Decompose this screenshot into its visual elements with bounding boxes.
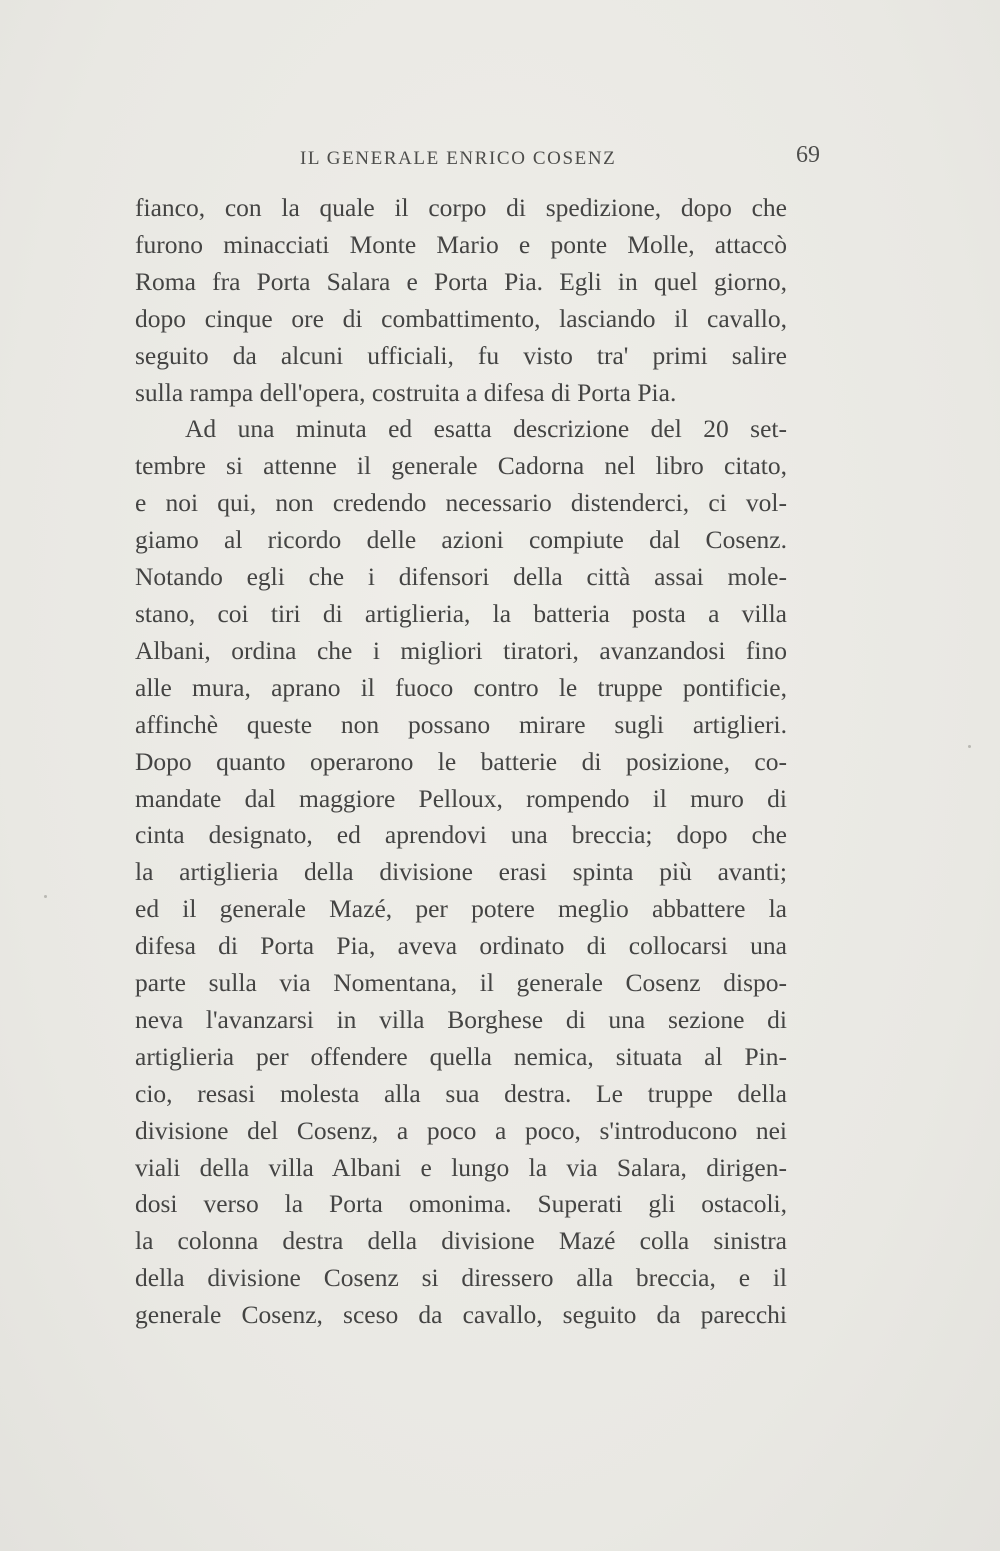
text-line: artiglieria per offendere quella nemica, situata al Pin- xyxy=(135,1041,787,1071)
paper-speck xyxy=(968,745,971,748)
text-line: viali della villa Albani e lungo la via Salara, dirigen- xyxy=(135,1152,787,1182)
text-line: ed il generale Mazé, per potere meglio abbattere la xyxy=(135,894,787,924)
text-line: cinta designato, ed aprendovi una breccia; dopo che xyxy=(135,820,787,850)
text-line: furono minacciati Monte Mario e ponte Molle, attaccò xyxy=(135,229,787,259)
text-line: affinchè queste non possano mirare sugli artiglieri. xyxy=(135,709,787,739)
text-line: Dopo quanto operarono le batterie di posizione, co- xyxy=(135,746,787,776)
paper-speck xyxy=(44,895,47,898)
text-line: Roma fra Porta Salara e Porta Pia. Egli in quel giorno, xyxy=(135,266,787,296)
text-line: seguito da alcuni ufficiali, fu visto tra' primi salire xyxy=(135,340,787,370)
text-line: sulla rampa dell'opera, costruita a difesa di Porta Pia. xyxy=(135,377,677,407)
text-line: mandate dal maggiore Pelloux, rompendo il muro di xyxy=(135,783,787,813)
body-text xyxy=(135,190,787,1334)
text-line: dosi verso la Porta omonima. Superati gli ostacoli, xyxy=(135,1189,787,1219)
text-line: Albani, ordina che i migliori tiratori, avanzandosi fino xyxy=(135,635,787,665)
text-line: generale Cosenz, sceso da cavallo, seguito da parecchi xyxy=(135,1300,787,1330)
text-line: giamo al ricordo delle azioni compiute dal Cosenz. xyxy=(135,525,787,555)
text-line: parte sulla via Nomentana, il generale Cosenz dispo- xyxy=(135,968,787,998)
text-line: stano, coi tiri di artiglieria, la batteria posta a villa xyxy=(135,598,787,628)
text-line: divisione del Cosenz, a poco a poco, s'introducono nei xyxy=(135,1115,787,1145)
text-line: difesa di Porta Pia, aveva ordinato di collocarsi una xyxy=(135,931,787,961)
text-line: la colonna destra della divisione Mazé colla sinistra xyxy=(135,1226,787,1256)
text-line: fianco, con la quale il corpo di spedizione, dopo che xyxy=(135,193,787,222)
page-number: 69 xyxy=(796,142,820,168)
paragraph-start-line: Ad una minuta ed esatta descrizione del 20 set- xyxy=(185,414,787,444)
text-line: Notando egli che i difensori della città assai mole- xyxy=(135,562,787,592)
text-line: cio, resasi molesta alla sua destra. Le truppe della xyxy=(135,1078,787,1108)
running-title: IL GENERALE ENRICO COSENZ xyxy=(300,148,617,169)
text-line: alle mura, aprano il fuoco contro le truppe pontificie, xyxy=(135,672,787,702)
text-line: dopo cinque ore di combattimento, lasciando il cavallo, xyxy=(135,303,787,333)
text-line: della divisione Cosenz si diressero alla breccia, e il xyxy=(135,1263,787,1293)
text-line: e noi qui, non credendo necessario distenderci, ci vol- xyxy=(135,488,787,518)
text-line: neva l'avanzarsi in villa Borghese di una sezione di xyxy=(135,1004,787,1034)
text-line: la artiglieria della divisione erasi spinta più avanti; xyxy=(135,857,787,887)
text-line: tembre si attenne il generale Cadorna nel libro citato, xyxy=(135,451,787,481)
